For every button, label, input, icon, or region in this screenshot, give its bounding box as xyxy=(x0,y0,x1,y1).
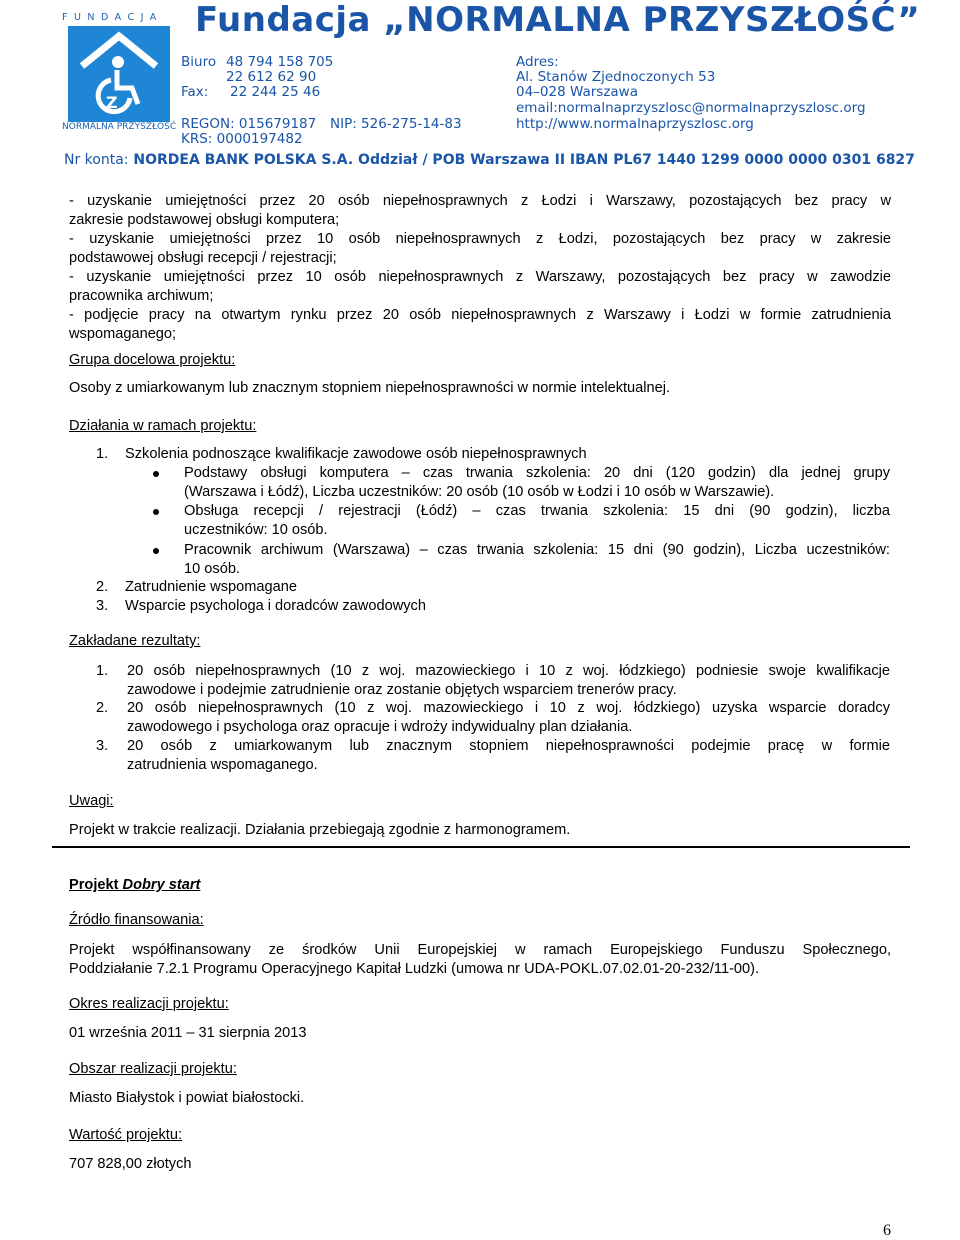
regon-number: REGON: 015679187 xyxy=(181,116,317,132)
target-group-text: Osoby z umiarkowanym lub znacznym stopniem niepełnosprawności w normie intelektualnej. xyxy=(69,380,671,396)
address-city: 04–028 Warszawa xyxy=(516,84,639,100)
activity-1-text: Szkolenia podnoszące kwalifikacje zawodowe osób niepełnosprawnych xyxy=(125,446,587,462)
training-2-line-2: uczestników: 10 osób. xyxy=(184,522,328,538)
intro-line-3: - uzyskanie umiejętności przez 10 osób niepełnosprawnych z Łodzi, pozostających bez pracy w zakresie xyxy=(69,231,891,247)
organization-title: Fundacja „NORMALNA PRZYSZŁOŚĆ” xyxy=(195,0,921,40)
training-1-line-2: (Warszawa i Łódź), Liczba uczestników: 20 osób (10 osób w Łodzi i 10 osób w Warszawie). xyxy=(184,484,775,500)
logo-bottom-text: NORMALNA PRZYSZŁOŚĆ xyxy=(62,122,177,132)
section-divider xyxy=(52,846,910,848)
fax-label: Fax: xyxy=(181,84,209,100)
funding-heading: Źródło finansowania: xyxy=(69,912,204,928)
activities-heading: Działania w ramach projektu: xyxy=(69,418,257,434)
bullet-icon xyxy=(153,471,159,477)
project-title-prefix: Projekt xyxy=(69,877,123,893)
office-phone-1: 48 794 158 705 xyxy=(226,54,334,70)
intro-line-5: - uzyskanie umiejętności przez 10 osób niepełnosprawnych z Warszawy, pozostających bez pracy w zawodzie xyxy=(69,269,891,285)
project-title-name: Dobry start xyxy=(122,877,201,893)
result-1-number: 1. xyxy=(96,663,109,679)
activity-1-number: 1. xyxy=(96,446,109,462)
result-1-line-2: zawodowe i podejmie zatrudnienie oraz zostanie objętych wsparciem trenerów pracy. xyxy=(127,682,677,698)
result-3-number: 3. xyxy=(96,738,109,754)
result-1-line-1: 20 osób niepełnosprawnych (10 z woj. mazowieckiego i 10 z woj. łódzkiego) podniesie swoje kwalifikacje xyxy=(127,663,890,679)
project-title xyxy=(69,876,200,894)
period-text: 01 września 2011 – 31 sierpnia 2013 xyxy=(69,1025,307,1041)
foundation-logo xyxy=(62,12,177,134)
intro-line-4: podstawowej obsługi recepcji / rejestracji; xyxy=(69,250,337,266)
activity-2-number: 2. xyxy=(96,579,109,595)
value-heading: Wartość projektu: xyxy=(69,1127,183,1143)
target-group-heading: Grupa docelowa projektu: xyxy=(69,352,236,368)
bullet-icon xyxy=(153,509,159,515)
website-link[interactable]: http://www.normalnaprzyszlosc.org xyxy=(516,116,754,132)
account-label: Nr konta: xyxy=(64,152,129,168)
remarks-heading: Uwagi: xyxy=(69,793,114,809)
bullet-icon xyxy=(153,548,159,554)
address-street: Al. Stanów Zjednoczonych 53 xyxy=(516,69,716,85)
result-2-line-1: 20 osób niepełnosprawnych (10 z woj. mazowieckiego i 10 z woj. łódzkiego) uzyska wsparcie doradcy xyxy=(127,700,890,716)
period-heading: Okres realizacji projektu: xyxy=(69,996,229,1012)
activity-3-text: Wsparcie psychologa i doradców zawodowych xyxy=(125,598,426,614)
result-2-line-2: zawodowego i psychologa oraz opracuje i wdroży indywidualny plan działania. xyxy=(127,719,633,735)
area-text: Miasto Białystok i powiat białostocki. xyxy=(69,1090,305,1106)
value-text: 707 828,00 złotych xyxy=(69,1156,192,1172)
training-1-line-1: Podstawy obsługi komputera – czas trwania szkolenia: 20 dni (120 godzin) dla jednej grupy xyxy=(184,465,890,481)
funding-line-2: Poddziałanie 7.2.1 Programu Operacyjnego Kapitał Ludzki (umowa nr UDA-POKL.07.02.01-20-232/11-00). xyxy=(69,961,760,977)
account-details: NORDEA BANK POLSKA S.A. Oddział / POB Warszawa II IBAN PL67 1440 1299 0000 0000 0301 6827 xyxy=(133,152,915,168)
intro-line-1: - uzyskanie umiejętności przez 20 osób niepełnosprawnych z Łodzi i Warszawy, pozostających bez pracy w xyxy=(69,193,891,209)
intro-line-6: pracownika archiwum; xyxy=(69,288,214,304)
bank-account-line xyxy=(64,152,915,168)
krs-number: KRS: 0000197482 xyxy=(181,131,303,147)
address-label: Adres: xyxy=(516,54,559,70)
training-3-line-2: 10 osób. xyxy=(184,561,240,577)
activity-2-text: Zatrudnienie wspomagane xyxy=(125,579,297,595)
results-heading: Zakładane rezultaty: xyxy=(69,633,201,649)
nip-number: NIP: 526-275-14-83 xyxy=(330,116,462,132)
funding-line-1: Projekt współfinansowany ze środków Unii Europejskiej w ramach Europejskiego Funduszu Społecznego, xyxy=(69,942,891,958)
intro-line-8: wspomaganego; xyxy=(69,326,177,342)
logo-emblem xyxy=(68,26,170,122)
intro-line-2: zakresie podstawowej obsługi komputera; xyxy=(69,212,340,228)
wheelchair-house-icon xyxy=(68,26,170,122)
page-number: 6 xyxy=(883,1222,891,1239)
result-2-number: 2. xyxy=(96,700,109,716)
result-3-line-1: 20 osób z umiarkowanym lub znacznym stopniem niepełnosprawności podejmie pracę w formie xyxy=(127,738,890,754)
result-3-line-2: zatrudnienia wspomaganego. xyxy=(127,757,318,773)
remarks-text: Projekt w trakcie realizacji. Działania przebiegają zgodnie z harmonogramem. xyxy=(69,822,571,838)
email-link[interactable]: email:normalnaprzyszlosc@normalnaprzyszlosc.org xyxy=(516,100,866,116)
office-label: Biuro xyxy=(181,54,217,70)
area-heading: Obszar realizacji projektu: xyxy=(69,1061,237,1077)
svg-text:Z: Z xyxy=(106,93,118,112)
training-3-line-1: Pracownik archiwum (Warszawa) – czas trwania szkolenia: 15 dni (90 godzin), Liczba uczestników: xyxy=(184,542,890,558)
logo-top-text: FUNDACJA xyxy=(62,12,163,23)
training-2-line-1: Obsługa recepcji / rejestracji (Łódź) – czas trwania szkolenia: 15 dni (90 godzin), liczba xyxy=(184,503,890,519)
fax-number: 22 244 25 46 xyxy=(230,84,321,100)
intro-line-7: - podjęcie pracy na otwartym rynku przez 20 osób niepełnosprawnych z Warszawy i Łodzi w formie zatrudnienia xyxy=(69,307,891,323)
office-phone-2: 22 612 62 90 xyxy=(226,69,317,85)
activity-3-number: 3. xyxy=(96,598,109,614)
